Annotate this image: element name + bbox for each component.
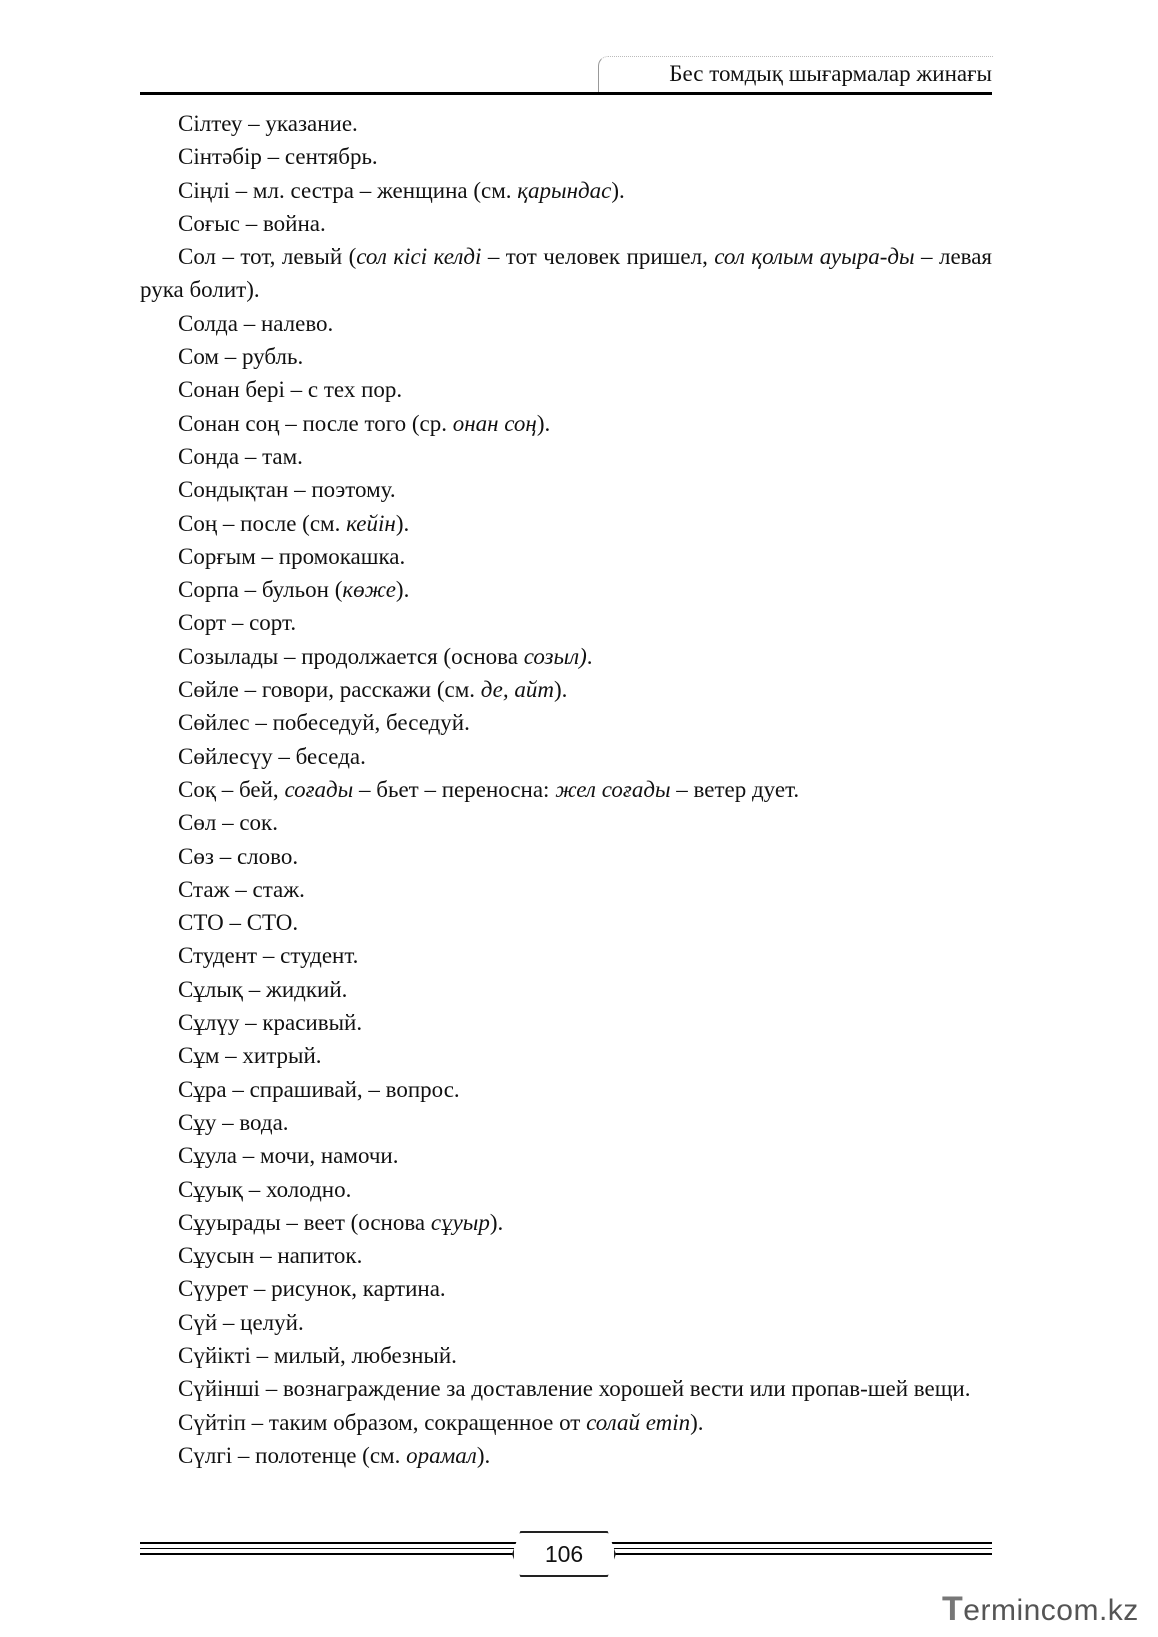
entry-definition: – говори, расскажи (см. <box>238 677 481 703</box>
entry-example-italic: кейін <box>346 510 396 536</box>
entry-term: Сұлық <box>178 976 243 1002</box>
entry-term: Сұуырады <box>178 1209 281 1235</box>
entry-term: Сөз <box>178 843 214 869</box>
glossary-entry <box>140 1139 992 1172</box>
glossary-entry <box>140 1339 992 1372</box>
entry-definition: – спрашивай, – вопрос. <box>226 1076 460 1102</box>
glossary-entries <box>140 107 992 1472</box>
glossary-entry <box>140 407 992 440</box>
entry-definition: ). <box>476 1442 491 1468</box>
entry-definition: ). <box>536 410 551 436</box>
glossary-entry <box>140 240 992 307</box>
glossary-entry <box>140 1073 992 1106</box>
glossary-entry <box>140 1439 992 1472</box>
entry-definition: – указание. <box>242 111 358 136</box>
entry-definition: – милый, любезный. <box>250 1342 457 1368</box>
entry-term: Сол <box>178 244 217 270</box>
entry-definition: – хитрый. <box>219 1043 322 1069</box>
entry-term: Соғыс <box>178 210 240 236</box>
glossary-entry <box>140 174 992 207</box>
entry-term: Сұула <box>178 1143 238 1169</box>
entry-definition: – рубль. <box>218 344 304 370</box>
entry-term: Сөйле <box>178 677 239 703</box>
entry-term: СТО <box>178 910 224 936</box>
glossary-entry <box>140 1206 992 1239</box>
entry-example-italic: сол кісі келді <box>356 244 482 270</box>
entry-definition: – беседа. <box>272 743 366 769</box>
entry-term: Сүурет <box>178 1276 249 1302</box>
entry-definition: – левая рука болит). <box>140 244 993 303</box>
site-watermark <box>942 1590 1139 1629</box>
glossary-entry <box>140 507 992 540</box>
glossary-entry <box>140 340 992 373</box>
header-rule <box>140 92 992 95</box>
entry-definition: – жидкий. <box>242 976 348 1002</box>
entry-definition: – сорт. <box>226 610 297 636</box>
glossary-entry <box>140 140 992 173</box>
entry-term: Сұлүу <box>178 1010 240 1036</box>
entry-term: Сінтәбір <box>178 144 262 170</box>
entry-term: Сіңлі <box>178 177 230 203</box>
entry-definition: – промокашка. <box>255 543 406 569</box>
entry-term: Сұу <box>178 1109 217 1135</box>
entry-term: Созылады <box>178 643 279 669</box>
entry-definition: – налево. <box>237 310 334 336</box>
glossary-entry <box>140 640 992 673</box>
entry-definition: – вознаграждение за доставление хорошей вести или пропав-шей вещи. <box>259 1376 971 1402</box>
glossary-entry <box>140 207 992 240</box>
glossary-entry <box>140 939 992 972</box>
entry-definition: – целуй. <box>217 1309 304 1335</box>
entry-term: Сұра <box>178 1076 227 1102</box>
entry-example-italic: көже <box>342 577 396 603</box>
entry-term: Соң <box>178 510 218 536</box>
entry-term: Сөл <box>178 810 217 836</box>
entry-definition: – поэтому. <box>288 477 396 503</box>
glossary-entry <box>140 673 992 706</box>
glossary-entry <box>140 373 992 406</box>
running-header-title: Бес томдық шығармалар жинағы <box>669 61 992 86</box>
entry-term: Сұуық <box>178 1176 243 1202</box>
glossary-entry <box>140 1173 992 1206</box>
entry-definition: – мочи, намочи. <box>237 1143 399 1169</box>
entry-definition: – сентябрь. <box>261 144 378 170</box>
entry-definition: – после (см. <box>217 510 347 536</box>
entry-term: Сөйлес <box>178 710 250 736</box>
entry-term: Сонда <box>178 443 240 469</box>
page-number: 106 <box>544 1540 584 1567</box>
glossary-entry <box>140 1306 992 1339</box>
glossary-entry <box>140 806 992 839</box>
entry-example-italic: онан соң <box>452 410 537 436</box>
entry-example-italic: жел соғады <box>555 776 671 802</box>
entry-term: Стаж <box>178 876 230 902</box>
glossary-entry <box>140 773 992 806</box>
entry-definition: – веет (основа <box>280 1209 431 1235</box>
entry-definition: – слово. <box>213 843 299 869</box>
entry-term: Сорт <box>178 610 227 636</box>
entry-definition: – ветер дует. <box>670 776 800 802</box>
glossary-entry <box>140 307 992 340</box>
glossary-entry <box>140 107 992 140</box>
entry-definition: – там. <box>239 443 303 469</box>
entry-definition: ). <box>489 1209 504 1235</box>
entry-definition: ). <box>690 1409 704 1435</box>
entry-definition: – вода. <box>216 1109 289 1135</box>
glossary-entry <box>140 706 992 739</box>
glossary-entry <box>140 873 992 906</box>
entry-definition: – после того (ср. <box>279 410 453 436</box>
entry-term: Сондықтан <box>178 477 289 503</box>
entry-definition: – продолжается (основа <box>278 643 524 669</box>
entry-term: Сорғым <box>178 543 256 569</box>
glossary-entry <box>140 1272 992 1305</box>
glossary-entry <box>140 540 992 573</box>
entry-definition: – стаж. <box>229 876 305 902</box>
glossary-entry <box>140 1406 992 1439</box>
entry-term: Сүйтіп <box>178 1409 246 1435</box>
entry-definition: – напиток. <box>254 1243 363 1269</box>
entry-definition: ). <box>395 577 410 603</box>
watermark-text-end: m.kz <box>1073 1594 1139 1627</box>
watermark-text-start: erminc <box>963 1594 1057 1627</box>
glossary-entry <box>140 1006 992 1039</box>
glossary-entry <box>140 573 992 606</box>
entry-term: Сорпа <box>178 577 239 603</box>
entry-definition: – таким образом, сокращенное от <box>245 1409 587 1435</box>
entry-example-italic: созыл) <box>523 643 587 669</box>
entry-definition: – холодно. <box>242 1176 352 1202</box>
entry-term: Соқ <box>178 776 217 802</box>
entry-definition: ). <box>553 677 568 703</box>
entry-term: Сұм <box>178 1043 220 1069</box>
entry-example-italic: солай етіп <box>586 1409 691 1435</box>
magnifier-icon: o <box>1056 1594 1074 1627</box>
entry-definition: – полотенце (см. <box>232 1442 407 1468</box>
entry-definition: – бульон ( <box>238 577 343 603</box>
entry-definition: – мл. сестра – женщина (см. <box>229 177 518 203</box>
entry-definition: – студент. <box>257 943 359 969</box>
entry-definition: ). <box>395 510 410 536</box>
entry-example-italic: сұуыр <box>430 1209 490 1235</box>
entry-term: Сілтеу <box>178 111 243 136</box>
entry-example-italic: де, айт <box>480 677 554 703</box>
entry-term: Сонан соң <box>178 410 280 436</box>
entry-definition: – война. <box>239 210 326 236</box>
entry-definition: – с тех пор. <box>284 377 403 403</box>
entry-definition: – бей, <box>216 776 285 802</box>
entry-definition: – тот, левый ( <box>216 244 357 270</box>
entry-definition: – побеседуй, беседуй. <box>249 710 470 736</box>
entry-term: Сүй <box>178 1309 218 1335</box>
entry-definition: ). <box>611 177 625 203</box>
glossary-entry <box>140 973 992 1006</box>
entry-term: Сұусын <box>178 1243 255 1269</box>
glossary-entry <box>140 473 992 506</box>
glossary-entry <box>140 1239 992 1272</box>
glossary-entry <box>140 1372 992 1405</box>
entry-definition: – сок. <box>216 810 278 836</box>
entry-definition: – тот человек пришел, <box>481 244 715 270</box>
entry-term: Сөйлесүу <box>178 743 273 769</box>
entry-definition: . <box>586 643 593 669</box>
entry-definition: – СТО. <box>223 910 299 936</box>
glossary-entry <box>140 740 992 773</box>
entry-definition: – рисунок, картина. <box>248 1276 446 1302</box>
entry-example-italic: орамал <box>406 1442 477 1468</box>
entry-example-italic: сол қолым ауыра-ды <box>714 244 915 270</box>
entry-term: Сонан бері <box>178 377 285 403</box>
entry-term: Сом <box>178 344 219 370</box>
entry-example-italic: соғады <box>284 776 354 802</box>
entry-term: Сүйінші <box>178 1376 260 1402</box>
glossary-entry <box>140 440 992 473</box>
entry-definition: – бьет – переносна: <box>353 776 556 802</box>
entry-term: Солда <box>178 310 238 336</box>
entry-definition: – красивый. <box>239 1010 363 1036</box>
entry-term: Сүлгі <box>178 1442 233 1468</box>
glossary-entry <box>140 840 992 873</box>
glossary-entry <box>140 606 992 639</box>
watermark-initial: T <box>942 1590 964 1628</box>
entry-example-italic: қарындас <box>517 177 612 203</box>
glossary-entry <box>140 906 992 939</box>
glossary-entry <box>140 1106 992 1139</box>
entry-term: Сүйікті <box>178 1342 251 1368</box>
entry-term: Студент <box>178 943 258 969</box>
glossary-entry <box>140 1039 992 1072</box>
